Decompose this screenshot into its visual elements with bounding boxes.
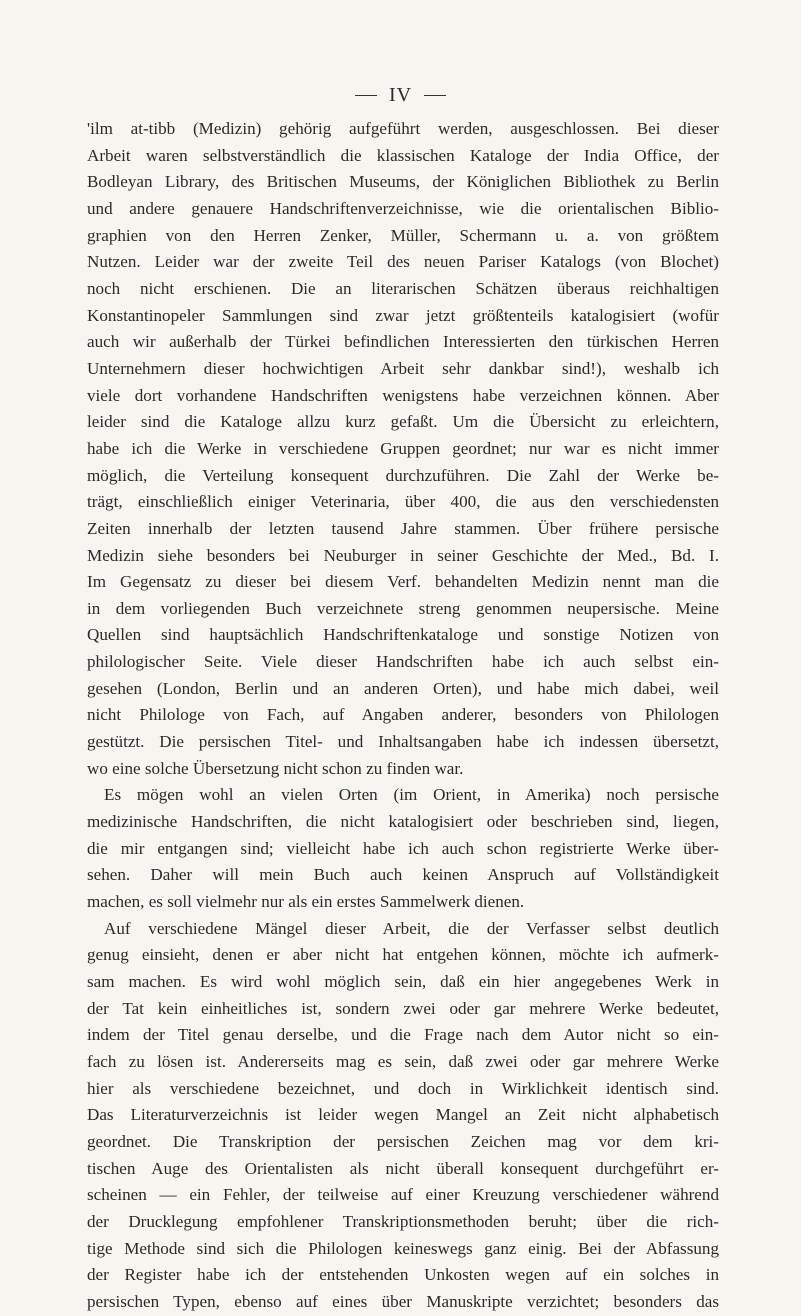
text-line: nicht Philologe von Fach, auf Angaben anderer, besonders von Philologen [87,705,719,725]
text-line: wo eine solche Übersetzung nicht schon zu finden war. [87,758,464,778]
text-line: noch nicht erschienen. Die an literarischen Schätzen überaus reichhaltigen [87,278,719,298]
text-line: persischen Typen, ebenso auf eines über Manuskripte verzichtet; besonders das [87,1291,719,1311]
text-line: der Tat kein einheitliches ist, sondern zwei oder gar mehrere Werke bedeutet, [87,998,719,1018]
text-line: in dem vorliegenden Buch verzeichnete streng genommen neupersische. Meine [87,598,719,618]
text-line: der Drucklegung empfohlener Transkriptionsmethoden beruht; über die rich- [87,1211,719,1231]
text-line: tige Methode sind sich die Philologen keineswegs ganz einig. Bei der Abfassung [87,1238,719,1258]
text-line: sehen. Daher will mein Buch auch keinen Anspruch auf Vollständigkeit [87,865,719,885]
text-line: hier als verschiedene bezeichnet, und doch in Wirklichkeit identisch sind. [87,1078,719,1098]
text-line: Es mögen wohl an vielen Orten (im Orient, in Amerika) noch persische [104,785,719,805]
text-line: Konstantinopeler Sammlungen sind zwar jetzt größtenteils katalogisiert (wofür [87,305,719,325]
text-line: Nutzen. Leider war der zweite Teil des neuen Pariser Katalogs (von Blochet) [87,252,719,272]
text-line: trägt, einschließlich einiger Veterinaria, über 400, die aus den verschiedensten [87,492,719,512]
text-line: möglich, die Verteilung konsequent durchzuführen. Die Zahl der Werke be- [87,465,719,485]
text-line: gestützt. Die persischen Titel- und Inhaltsangaben habe ich indessen übersetzt, [87,732,719,752]
page-header [0,84,801,107]
text-line: Im Gegensatz zu dieser bei diesem Verf. behandelten Medizin nennt man die [87,572,719,592]
text-line: medizinische Handschriften, die nicht katalogisiert oder beschrieben sind, liegen, [87,812,719,832]
text-line: Zeiten innerhalb der letzten tausend Jahre stammen. Über frühere persische [87,518,719,538]
text-line: fach zu lösen ist. Andererseits mag es sein, daß zwei oder gar mehrere Werke [87,1051,719,1071]
text-line: Bodleyan Library, des Britischen Museums, der Königlichen Bibliothek zu Berlin [87,172,719,192]
text-line: tischen Auge des Orientalisten als nicht überall konsequent durchgeführt er- [87,1158,719,1178]
header-dash-left [355,95,377,96]
text-line: geordnet. Die Transkription der persischen Zeichen mag vor dem kri- [87,1131,719,1151]
text-line: Unternehmern dieser hochwichtigen Arbeit sehr dankbar sind!), weshalb ich [87,358,719,378]
text-line: Das Literaturverzeichnis ist leider wegen Mangel an Zeit nicht alphabetisch [87,1105,719,1125]
text-line: gesehen (London, Berlin und an anderen Orten), und habe mich dabei, weil [87,678,719,698]
text-line: und andere genauere Handschriftenverzeichnisse, wie die orientalischen Biblio- [87,198,719,218]
text-line: die mir entgangen sind; vielleicht habe ich auch schon registrierte Werke über- [87,838,719,858]
body-text [87,116,719,1316]
text-line: der Register habe ich der entstehenden Unkosten wegen auf ein solches in [87,1265,719,1285]
text-line: scheinen — ein Fehler, der teilweise auf einer Kreuzung verschiedener während [87,1185,719,1205]
text-line: philologischer Seite. Viele dieser Handschriften habe ich auch selbst ein- [87,652,719,672]
text-line: 'ilm at-tibb (Medizin) gehörig aufgeführt werden, ausgeschlossen. Bei dieser [87,119,719,138]
text-line: habe ich die Werke in verschiedene Gruppen geordnet; nur war es nicht immer [87,438,719,458]
page-number: IV [388,84,413,106]
header-dash-right [424,95,446,96]
text-line: Quellen sind hauptsächlich Handschriftenkataloge und sonstige Notizen von [87,625,719,645]
text-line: Medizin siehe besonders bei Neuburger in seiner Geschichte der Med., Bd. I. [87,545,719,565]
text-line: genug einsieht, denen er aber nicht hat entgehen können, möchte ich aufmerk- [87,945,719,965]
text-line: machen, es soll vielmehr nur als ein erstes Sammelwerk dienen. [87,892,525,912]
text-line: leider sind die Kataloge allzu kurz gefaßt. Um die Übersicht zu erleichtern, [87,412,719,432]
text-line: auch wir außerhalb der Türkei befindlichen Interessierten den türkischen Herren [87,332,719,352]
text-line: viele dort vorhandene Handschriften wenigstens habe verzeichnen können. Aber [87,385,719,405]
text-line: Arbeit waren selbstverständlich die klassischen Kataloge der India Office, der [87,145,719,165]
text-line: graphien von den Herren Zenker, Müller, Schermann u. a. von größtem [87,225,719,245]
text-line: Auf verschiedene Mängel dieser Arbeit, die der Verfasser selbst deutlich [104,918,719,938]
text-line: indem der Titel genau derselbe, und die Frage nach dem Autor nicht so ein- [87,1025,719,1045]
text-line: sam machen. Es wird wohl möglich sein, daß ein hier angegebenes Werk in [87,972,719,991]
